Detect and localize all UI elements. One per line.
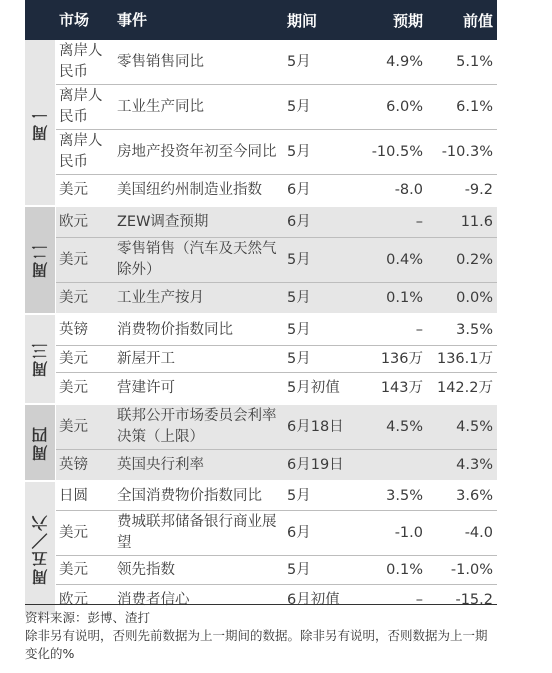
market-cell: 美元 [59, 181, 88, 198]
previous-cell: 4.5% [456, 418, 493, 435]
previous-cell: 11.6 [460, 213, 493, 230]
event-cell: 全国消费物价指数同比 [117, 487, 262, 504]
event-cell: 工业生产同比 [117, 98, 204, 115]
day-label: 周五／六 [30, 512, 50, 585]
table-row [25, 85, 497, 130]
day-label-box [25, 341, 55, 377]
previous-cell: -10.3% [441, 143, 493, 160]
table-row [25, 373, 497, 403]
forecast-cell: 143万 [380, 379, 423, 396]
event-cell: 美国纽约州制造业指数 [117, 181, 262, 198]
table-row [25, 450, 497, 480]
previous-cell: 5.1% [456, 53, 493, 70]
day-label-box [25, 105, 55, 141]
previous-cell: 3.6% [456, 487, 493, 504]
previous-cell: 0.0% [456, 289, 493, 306]
day-label-box [25, 513, 55, 585]
market-cell: 美元 [59, 350, 88, 367]
forecast-cell: 4.9% [386, 53, 423, 70]
forecast-cell: – [415, 213, 423, 230]
event-cell: ZEW调查预期 [117, 213, 209, 230]
period-cell: 5月 [287, 561, 311, 578]
market-cell: 离岸人民币 [59, 133, 103, 170]
period-cell: 5月 [287, 143, 311, 160]
forecast-cell: 0.1% [386, 289, 423, 306]
previous-cell: 3.5% [456, 321, 493, 338]
table-row [25, 405, 497, 450]
period-cell: 5月 [287, 251, 311, 268]
market-cell: 英镑 [59, 321, 88, 338]
market-cell: 美元 [59, 251, 88, 268]
table-footer [25, 604, 497, 663]
table-row [25, 482, 497, 511]
header-previous: 前值 [462, 11, 493, 30]
source-note: 资料来源：彭博、渣打 [25, 610, 151, 625]
period-cell: 5月 [287, 289, 311, 306]
previous-cell: -4.0 [464, 524, 493, 541]
forecast-cell: – [415, 591, 423, 608]
period-cell: 6月 [287, 181, 311, 198]
table-row [25, 315, 497, 346]
day-group [25, 405, 497, 482]
forecast-cell: -10.5% [371, 143, 423, 160]
day-label: 周四 [30, 424, 50, 461]
event-cell: 联邦公开市场委员会利率决策（上限） [117, 408, 277, 445]
market-cell: 美元 [59, 418, 88, 435]
event-cell: 英国央行利率 [117, 456, 204, 473]
event-cell: 工业生产按月 [117, 289, 204, 306]
event-cell: 领先指数 [117, 561, 175, 578]
header-market: 市场 [59, 10, 90, 29]
day-label-box [25, 242, 55, 278]
period-cell: 6月19日 [287, 456, 344, 473]
event-cell: 房地产投资年初至今同比 [117, 143, 277, 160]
market-cell: 美元 [59, 289, 88, 306]
market-cell: 英镑 [59, 456, 88, 473]
forecast-cell: – [415, 321, 423, 338]
period-cell: 6月 [287, 213, 311, 230]
period-cell: 6月18日 [287, 418, 344, 435]
table-row [25, 511, 497, 556]
economic-calendar-table [25, 0, 497, 617]
event-cell: 零售销售同比 [117, 53, 204, 70]
period-cell: 5月初值 [287, 379, 340, 396]
table-row [25, 346, 497, 373]
event-cell: 费城联邦储备银行商业展望 [117, 514, 277, 551]
table-body [25, 40, 497, 617]
day-label: 周二 [30, 242, 50, 278]
data-note: 除非另有说明，否则先前数据为上一期间的数据。除非另有说明，否则数据为上一期变化的% [25, 628, 488, 661]
previous-cell: 6.1% [456, 98, 493, 115]
market-cell: 离岸人民币 [59, 88, 103, 125]
previous-cell: 4.3% [456, 456, 493, 473]
previous-cell: -1.0% [450, 561, 493, 578]
event-cell: 营建许可 [117, 379, 175, 396]
market-cell: 欧元 [59, 213, 88, 230]
event-cell: 零售销售（汽车及天然气除外） [117, 241, 277, 278]
table-row [25, 175, 497, 205]
period-cell: 5月 [287, 350, 311, 367]
market-cell: 美元 [59, 379, 88, 396]
table-row [25, 283, 497, 313]
table-row [25, 40, 497, 85]
event-cell: 消费物价指数同比 [117, 321, 233, 338]
forecast-cell: 136万 [380, 350, 423, 367]
table-row [25, 556, 497, 585]
table-header [25, 0, 497, 40]
market-cell: 欧元 [59, 591, 88, 608]
forecast-cell: 4.5% [386, 418, 423, 435]
previous-cell: 0.2% [456, 251, 493, 268]
forecast-cell: 6.0% [386, 98, 423, 115]
previous-cell: 142.2万 [436, 379, 493, 396]
table-row [25, 207, 497, 238]
period-cell: 5月 [287, 53, 311, 70]
market-cell: 日圆 [59, 487, 88, 504]
day-label: 周一 [30, 104, 50, 141]
previous-cell: 136.1万 [436, 350, 493, 367]
table-row [25, 130, 497, 175]
market-cell: 美元 [59, 561, 88, 578]
day-group [25, 482, 497, 617]
period-cell: 5月 [287, 98, 311, 115]
period-cell: 6月 [287, 524, 311, 541]
day-group [25, 315, 497, 405]
forecast-cell: -8.0 [394, 181, 423, 198]
event-cell: 新屋开工 [117, 350, 175, 367]
header-forecast: 预期 [392, 11, 423, 30]
market-cell: 美元 [59, 524, 88, 541]
day-group [25, 207, 497, 315]
day-label-box [25, 425, 55, 461]
event-cell: 消费者信心 [117, 591, 190, 608]
previous-cell: -15.2 [455, 591, 493, 608]
period-cell: 5月 [287, 487, 311, 504]
previous-cell: -9.2 [464, 181, 493, 198]
day-label: 周三 [30, 341, 50, 377]
forecast-cell: 0.4% [386, 251, 423, 268]
market-cell: 离岸人民币 [59, 43, 103, 80]
forecast-cell: -1.0 [394, 524, 423, 541]
forecast-cell: 3.5% [386, 487, 423, 504]
period-cell: 6月初值 [287, 591, 340, 608]
forecast-cell: 0.1% [386, 561, 423, 578]
header-event: 事件 [117, 10, 148, 29]
table-row [25, 238, 497, 283]
period-cell: 5月 [287, 321, 311, 338]
day-group [25, 40, 497, 207]
header-period: 期间 [287, 11, 318, 30]
